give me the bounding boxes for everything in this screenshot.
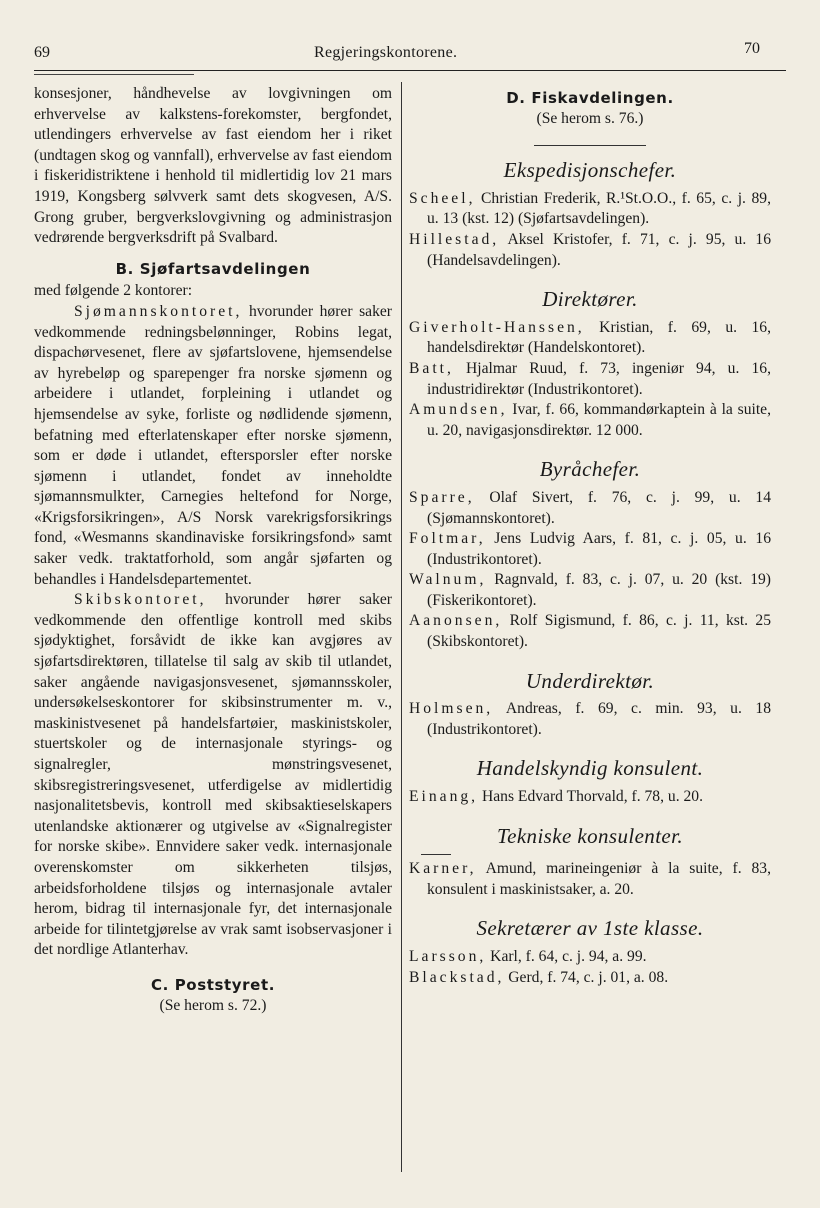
section-b-intro: med følgende 2 kontorer:	[34, 282, 193, 300]
sjomannskontoret-text: hvorunder hører saker vedkommende redningsbelønninger, Robins legat, dispachørvesenet, flere av sjøfartslovene, hjemsendelse av hyrebeløp og sparepenger fra norske sjømenn og arbeidere i utlandet, forpleining i utlandet og hjemsendelse av syke, forliste og nødlidende sjømenn, befatning med efterlatenskaper efter norske sjømenn, som er døde i utlandet, eftersporsler efter norske sjømenn i utlandet, fondet av inneholdte sjømannsmulkter, Carnegies heltefond for Norge, «Krigsforsikringen», A/S Norsk varekrigsforsikrings fond, «Wesmanns skandinaviske forsikringsfond» samt saker vedk. traktatforhold, som angår sjøfarten og behandles i Handelsdepartementet.	[34, 302, 392, 588]
person-name: Holmsen,	[409, 700, 494, 718]
person-entry	[409, 359, 771, 400]
handelskyndig-heading: Handelskyndig konsulent.	[476, 756, 704, 781]
person-entry	[409, 400, 771, 441]
person-name: Batt,	[409, 359, 454, 377]
left-column	[34, 84, 392, 1016]
person-details: Hans Edvard Thorvald, f. 78, u. 20.	[478, 788, 703, 806]
skibskontoret-text: hvorunder hører saker vedkommende den offentlige kontroll med skibs sjødyktighet, forsåvidt de ikke kan avgjøres av sjøfartsdirektøren, tillatelse til salg av skib til utlandet, saker angående navigasjonsvesenet, sjømannsskoler, undersøkelseskontorer for skibsinstrumenter m. v., maskinistvesenet på handelsfartøier, maskinistskoler, stuertskoler og de internasjonale styrings- og signalregler, mønstringsvesenet, skibsregistreringsvesenet, utferdigelse av midlertidig nasjonalitetsbevis, kontroll med skibsaktieselskapers utenlandske aktionærer og utgivelse av «Signalregister for norske skibe». Ennvidere saker vedk. internasjonale overenskomster om sikkerheten tilsjøs, arbeidsforholdene tilsjøs og internasjonale avtaler herom, bidrag til internasjonale fyr, det internasjonale arbeide for tilintetgjørelse av vrak samt isobservasjoner i det nordlige Atlanterhav.	[34, 591, 392, 959]
person-name: Einang,	[409, 788, 479, 806]
sjomannskontoret-paragraph	[34, 302, 392, 590]
person-name: Walnum,	[409, 571, 487, 589]
person-entry	[409, 488, 771, 529]
person-entry	[409, 859, 771, 900]
sekretaerer-heading: Sekretærer av 1ste klasse.	[476, 916, 704, 941]
person-name: Foltmar,	[409, 530, 486, 548]
section-d-reference: (Se herom s. 76.)	[536, 109, 644, 127]
person-name: Scheel,	[409, 189, 476, 207]
person-details: Jens Ludvig Aars, f. 81, c. j. 05, u. 16 (Industrikontoret).	[427, 530, 771, 568]
person-entry	[409, 570, 771, 611]
person-details: Ragnvald, f. 83, c. j. 07, u. 20 (kst. 19) (Fiskerikontoret).	[427, 571, 771, 609]
direktorer-heading: Direktører.	[542, 287, 638, 312]
person-entry	[409, 318, 771, 359]
person-name: Amundsen,	[409, 401, 508, 419]
right-column	[409, 84, 771, 988]
person-entry	[409, 230, 771, 271]
person-details: Aksel Kristofer, f. 71, c. j. 95, u. 16 (Handelsavdelingen).	[427, 230, 771, 269]
person-details: Andreas, f. 69, c. min. 93, u. 18 (Industrikontoret).	[427, 700, 771, 738]
person-entry	[409, 968, 771, 989]
ekspedisjonschefer-heading: Ekspedisjonschefer.	[503, 158, 677, 183]
person-details: Amund, marineingeniør à la suite, f. 83, konsulent i maskinistsaker, a. 20.	[427, 860, 771, 898]
running-title: Regjeringskontorene.	[314, 44, 458, 61]
person-entry	[409, 699, 771, 740]
person-entry	[409, 611, 771, 652]
person-name: Aanonsen,	[409, 612, 503, 630]
tekniske-heading: Tekniske konsulenter.	[496, 823, 684, 848]
person-details: Rolf Sigismund, f. 86, c. j. 11, kst. 25 (Skibskontoret).	[427, 612, 771, 651]
person-details: Ivar, f. 66, kommandørkaptein à la suite, u. 20, navigasjonsdirektør. 12 000.	[427, 401, 771, 439]
section-b-heading: B. Sjøfartsavdelingen	[115, 259, 311, 278]
byrachefer-heading: Byråchefer.	[539, 457, 641, 482]
column-divider	[401, 82, 402, 1172]
page-number-right: 70	[744, 40, 760, 57]
person-name: Larsson,	[409, 948, 487, 965]
person-name: Giverholt-Hanssen,	[409, 318, 585, 336]
person-details: Christian Frederik, R.¹St.O.O., f. 65, c. j. 89, u. 13 (kst. 12) (Sjøfartsavdelingen).	[427, 189, 771, 228]
person-details: Gerd, f. 74, c. j. 01, a. 08.	[504, 968, 669, 986]
person-entry	[409, 787, 771, 808]
skibskontoret-paragraph	[34, 590, 392, 961]
sjomannskontoret-name: Sjømannskontoret,	[74, 302, 243, 320]
person-name: Sparre,	[409, 488, 475, 506]
person-entry	[409, 189, 771, 230]
header-rule	[34, 70, 786, 71]
underdirektor-heading: Underdirektør.	[525, 668, 655, 693]
person-name: Karner,	[409, 860, 477, 878]
skibskontoret-name: Skibskontoret,	[74, 591, 207, 609]
person-entry	[409, 529, 771, 570]
section-c-reference: (Se herom s. 72.)	[159, 996, 267, 1014]
person-details: Olaf Sivert, f. 76, c. j. 99, u. 14 (Sjømannskontoret).	[427, 488, 771, 527]
person-name: Blackstad,	[409, 968, 505, 986]
person-details: Kristian, f. 69, u. 16, handelsdirektør (Handelskontoret).	[427, 318, 771, 357]
page-number-left: 69	[34, 44, 50, 61]
person-entry	[409, 947, 771, 968]
person-name: Hillestad,	[409, 230, 500, 248]
mining-paragraph: konsesjoner, håndhevelse av lovgivningen om erhvervelse av kalkstens-forekomster, bergfondet, utlendingers erhvervelse av fast eiendom her i riket (undtagen skog og vannfall), erhvervelse av fast eiendom i fiskeridistriktene i henhold til midlertidig lov 21 mars 1919, Kongsberg sølvverk samt dets skogvesen, A/S. Grong gruber, bergverkslovgivning og administrasjon vedrørende bergverksdrift på Svalbard.	[34, 85, 392, 247]
header-rule-short	[34, 74, 194, 75]
section-d-heading: D. Fiskavdelingen.	[506, 89, 674, 107]
person-details: Karl, f. 64, c. j. 94, a. 99.	[486, 948, 647, 965]
person-details: Hjalmar Ruud, f. 73, ingeniør 94, u. 16, industridirektør (Industrikontoret).	[427, 359, 771, 398]
section-c-heading: C. Poststyret.	[150, 975, 276, 994]
